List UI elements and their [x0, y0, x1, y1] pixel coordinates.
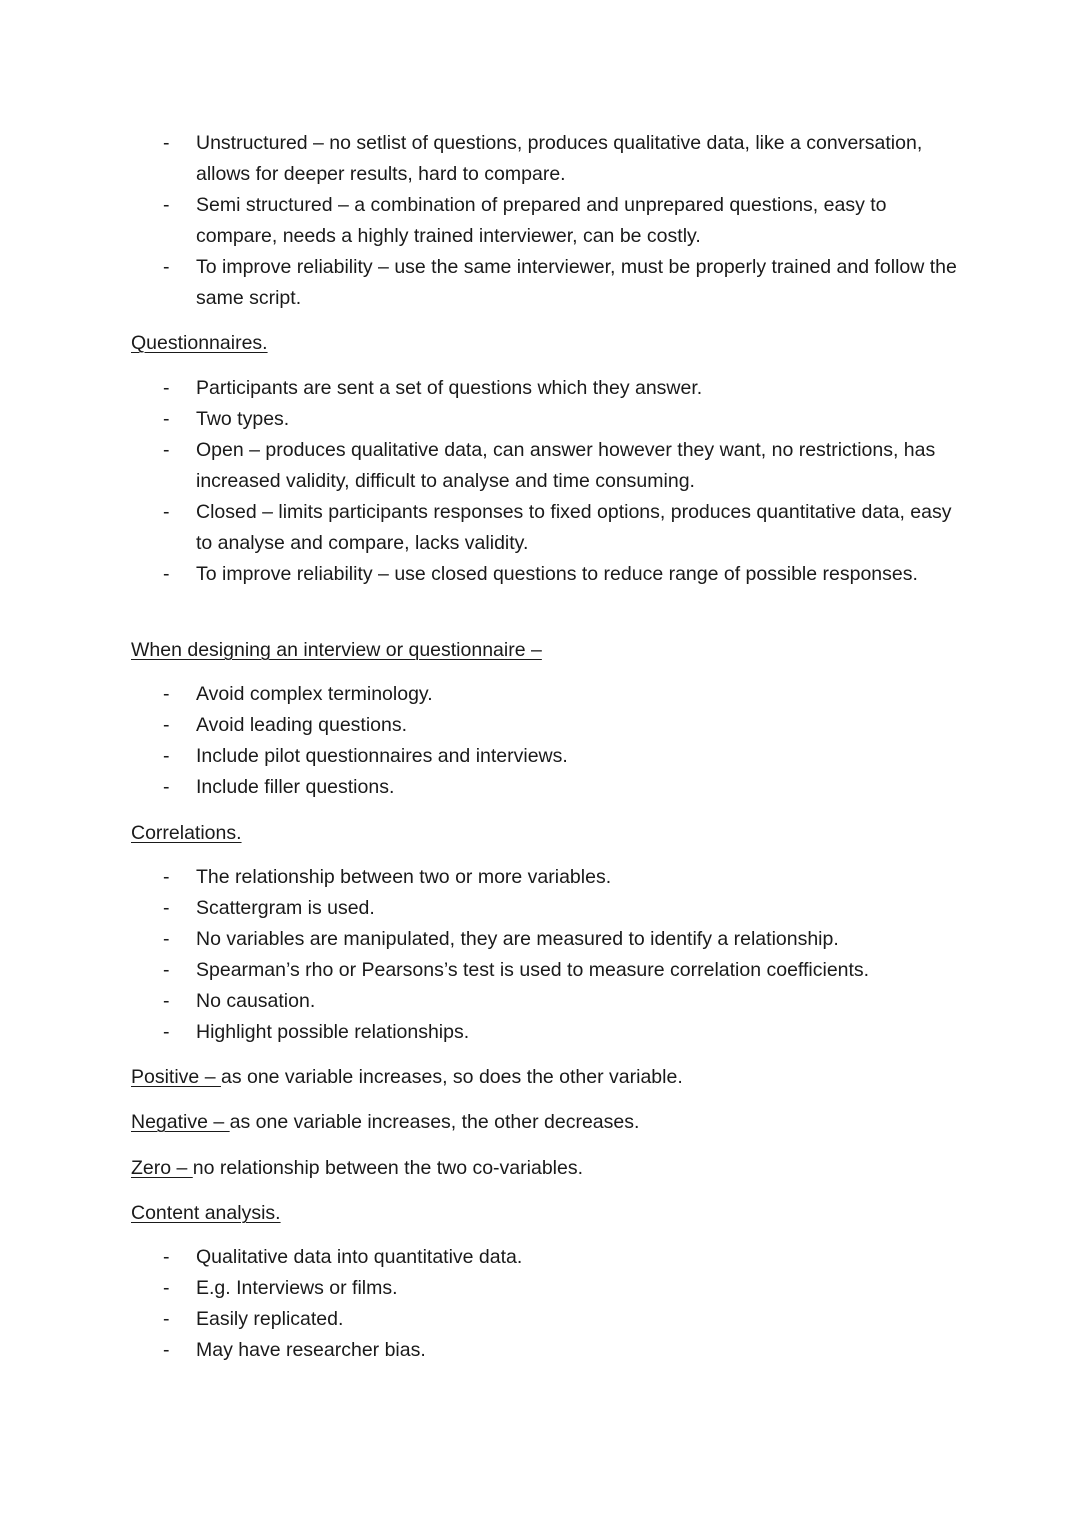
bullet-text: Closed – limits participants responses to fixed options, produces quantitative data, easy to analyse and compare, lacks validity. [196, 501, 952, 554]
questionnaires-heading: Questionnaires. [131, 332, 268, 354]
bullet-text: Spearman’s rho or Pearsons’s test is used to measure correlation coefficients. [196, 959, 870, 981]
dash-bullet-icon: - [163, 990, 170, 1012]
list-item [0, 955, 1080, 986]
list-item [0, 679, 1080, 710]
positive-label: Positive – [131, 1066, 221, 1088]
zero-label: Zero – [131, 1157, 193, 1179]
dash-bullet-icon: - [163, 866, 170, 888]
positive-definition [131, 1063, 683, 1091]
bullet-text: To improve reliability – use closed questions to reduce range of possible responses. [196, 563, 918, 585]
list-item [0, 893, 1080, 924]
dash-bullet-icon: - [163, 897, 170, 919]
list-item [0, 710, 1080, 741]
list-item [0, 862, 1080, 893]
list-item [0, 772, 1080, 803]
negative-text: as one variable increases, the other decreases. [229, 1111, 640, 1133]
bullet-text: To improve reliability – use the same interviewer, must be properly trained and follow the same script. [196, 256, 957, 309]
list-item [0, 190, 1080, 252]
bullet-text: The relationship between two or more variables. [196, 866, 612, 888]
dash-bullet-icon: - [163, 776, 170, 798]
bullet-text: May have researcher bias. [196, 1339, 426, 1361]
dash-bullet-icon: - [163, 1021, 170, 1043]
content-analysis-heading: Content analysis. [131, 1202, 281, 1224]
bullet-text: No variables are manipulated, they are measured to identify a relationship. [196, 928, 839, 950]
zero-text: no relationship between the two co-variables. [192, 1157, 584, 1179]
content-analysis-bullet-list [0, 1242, 1080, 1366]
positive-text: as one variable increases, so does the other variable. [220, 1066, 683, 1088]
dash-bullet-icon: - [163, 928, 170, 950]
dash-bullet-icon: - [163, 408, 170, 430]
negative-definition [131, 1108, 639, 1136]
list-item [0, 1242, 1080, 1273]
dash-bullet-icon: - [163, 745, 170, 767]
bullet-text: Unstructured – no setlist of questions, produces qualitative data, like a conversation, allows for deeper results, hard to compare. [196, 132, 923, 185]
dash-bullet-icon: - [163, 563, 170, 585]
list-item [0, 404, 1080, 435]
questionnaires-bullet-list [0, 373, 1080, 590]
bullet-text: Avoid complex terminology. [196, 683, 433, 705]
bullet-text: Include filler questions. [196, 776, 395, 798]
dash-bullet-icon: - [163, 1339, 170, 1361]
dash-bullet-icon: - [163, 377, 170, 399]
dash-bullet-icon: - [163, 439, 170, 461]
list-item [0, 1304, 1080, 1335]
list-item [0, 128, 1080, 190]
bullet-text: Two types. [196, 408, 290, 430]
dash-bullet-icon: - [163, 714, 170, 736]
list-item [0, 924, 1080, 955]
bullet-text: E.g. Interviews or films. [196, 1277, 398, 1299]
bullet-text: Easily replicated. [196, 1308, 344, 1330]
list-item [0, 252, 1080, 314]
designing-heading: When designing an interview or questionnaire – [131, 639, 542, 661]
correlations-heading: Correlations. [131, 822, 242, 844]
dash-bullet-icon: - [163, 959, 170, 981]
list-item [0, 1017, 1080, 1048]
dash-bullet-icon: - [163, 256, 170, 278]
list-item [0, 559, 1080, 590]
list-item [0, 986, 1080, 1017]
bullet-text: Participants are sent a set of questions which they answer. [196, 377, 703, 399]
zero-definition [131, 1154, 583, 1182]
list-item [0, 1273, 1080, 1304]
dash-bullet-icon: - [163, 1308, 170, 1330]
list-item [0, 497, 1080, 559]
dash-bullet-icon: - [163, 501, 170, 523]
dash-bullet-icon: - [163, 1246, 170, 1268]
bullet-text: No causation. [196, 990, 316, 1012]
dash-bullet-icon: - [163, 194, 170, 216]
bullet-text: Qualitative data into quantitative data. [196, 1246, 523, 1268]
list-item [0, 373, 1080, 404]
negative-label: Negative – [131, 1111, 230, 1133]
dash-bullet-icon: - [163, 1277, 170, 1299]
bullet-text: Include pilot questionnaires and interviews. [196, 745, 568, 767]
bullet-text: Avoid leading questions. [196, 714, 408, 736]
dash-bullet-icon: - [163, 683, 170, 705]
list-item [0, 435, 1080, 497]
bullet-text: Highlight possible relationships. [196, 1021, 470, 1043]
designing-bullet-list [0, 679, 1080, 803]
correlations-bullet-list [0, 862, 1080, 1048]
list-item [0, 1335, 1080, 1366]
bullet-text: Semi structured – a combination of prepared and unprepared questions, easy to compare, needs a highly trained interviewer, can be costly. [196, 194, 887, 247]
bullet-text: Open – produces qualitative data, can answer however they want, no restrictions, has increased validity, difficult to analyse and time consuming. [196, 439, 936, 492]
interviews-bullet-list [0, 128, 1080, 314]
dash-bullet-icon: - [163, 132, 170, 154]
list-item [0, 741, 1080, 772]
bullet-text: Scattergram is used. [196, 897, 375, 919]
